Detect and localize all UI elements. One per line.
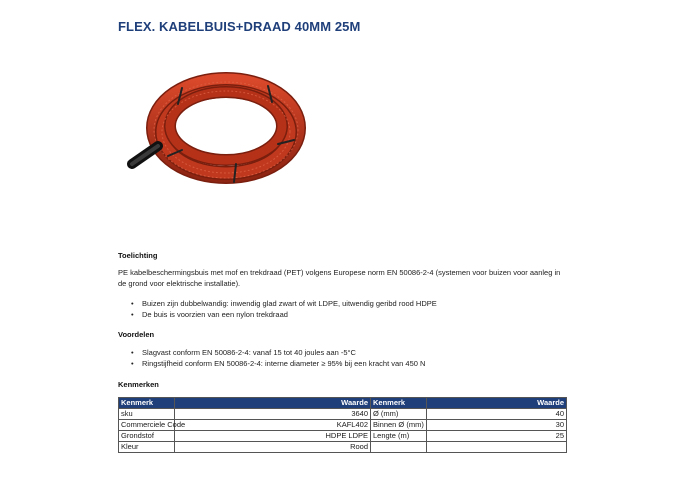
- table-cell: 30: [427, 420, 567, 431]
- table-cell: Ø (mm): [371, 409, 427, 420]
- column-header: Waarde: [175, 398, 371, 409]
- toelichting-heading: Toelichting: [118, 251, 158, 260]
- table-cell: 3640: [175, 409, 371, 420]
- list-item: • Buizen zijn dubbelwandig: inwendig glad zwart of wit LDPE, uitwendig geribd rood HDPE: [131, 299, 437, 308]
- voordelen-bullet-list: [130, 348, 425, 369]
- product-image: [118, 60, 318, 210]
- column-header: Kenmerk: [119, 398, 175, 409]
- list-item: • Slagvast conform EN 50086-2-4: vanaf 15 tot 40 joules aan -5°C: [131, 348, 356, 357]
- table-header-row: [119, 398, 567, 409]
- table-cell: [371, 442, 427, 453]
- table-cell: sku: [119, 409, 175, 420]
- table-row: [119, 409, 567, 420]
- table-cell: Lengte (m): [371, 431, 427, 442]
- kenmerken-heading: Kenmerken: [118, 380, 159, 389]
- table-row: [119, 442, 567, 453]
- table-cell: HDPE LDPE: [175, 431, 371, 442]
- list-item: • Ringstijfheid conform EN 50086-2-4: interne diameter ≥ 95% bij een kracht van 450 N: [131, 358, 426, 368]
- table-cell: KAFL402: [175, 420, 371, 431]
- list-item: • De buis is voorzien van een nylon trekdraad: [131, 309, 288, 319]
- table-row: [119, 431, 567, 442]
- table-cell: [427, 442, 567, 453]
- column-header: Waarde: [427, 398, 567, 409]
- page-title: FLEX. KABELBUIS+DRAAD 40MM 25M: [118, 19, 361, 34]
- voordelen-heading: Voordelen: [118, 330, 155, 339]
- table-cell: Binnen Ø (mm): [371, 420, 427, 431]
- table-cell: Grondstof: [119, 431, 175, 442]
- table-row: [119, 420, 567, 431]
- table-cell: Kleur: [119, 442, 175, 453]
- table-cell: 25: [427, 431, 567, 442]
- table-cell: 40: [427, 409, 567, 420]
- table-cell: Commerciele Code: [119, 420, 175, 431]
- kenmerken-table: [118, 397, 567, 453]
- toelichting-bullet-list: [130, 299, 437, 320]
- table-cell: Rood: [175, 442, 371, 453]
- toelichting-paragraph: PE kabelbeschermingsbuis met mof en trekdraad (PET) volgens Europese norm EN 50086-2-4 (systemen voor buizen voor aanleg in de grond voor elektrische installatie).: [118, 268, 561, 288]
- column-header: Kenmerk: [371, 398, 427, 409]
